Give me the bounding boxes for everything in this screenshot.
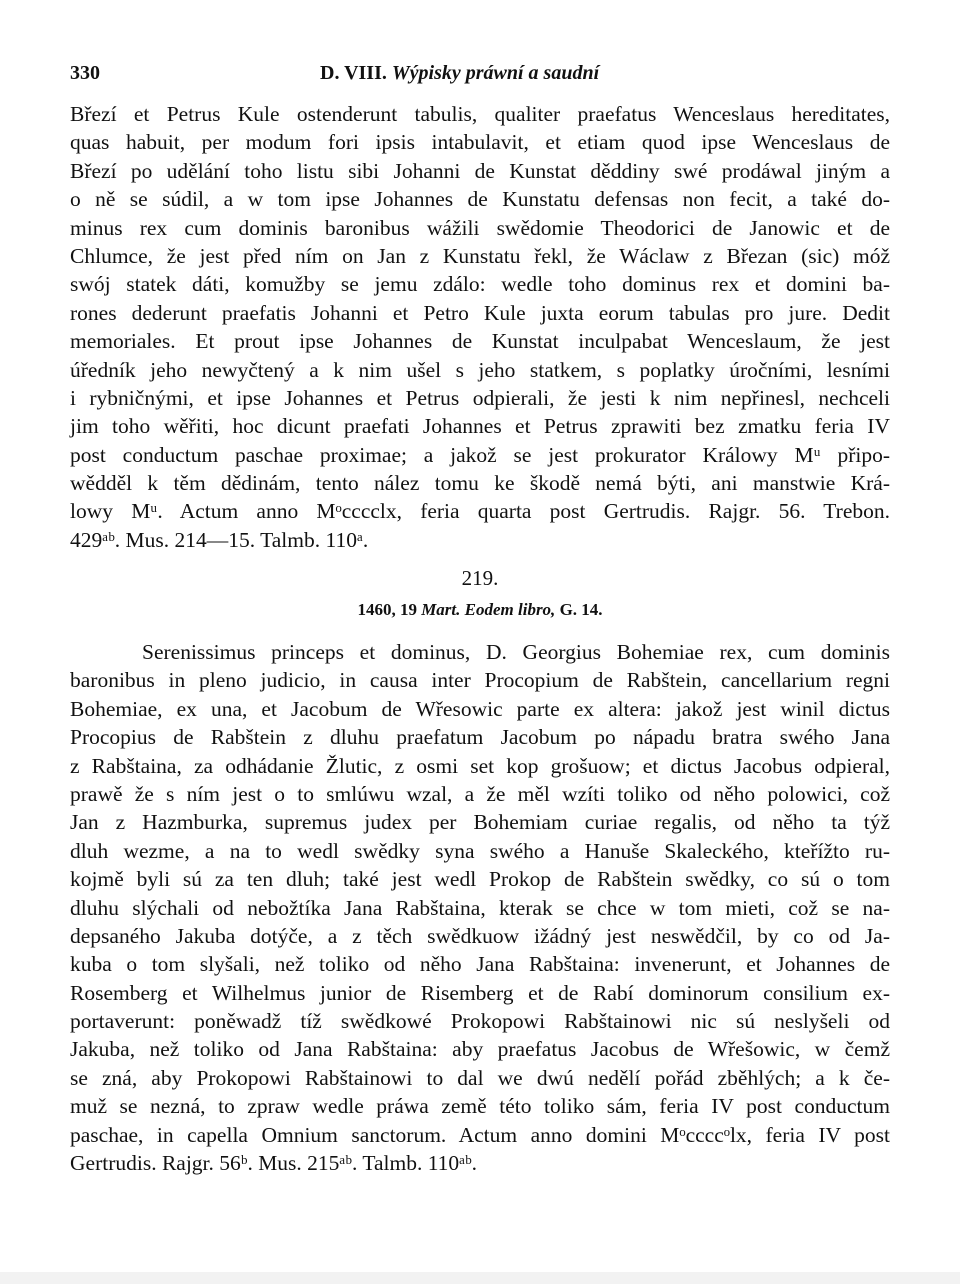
text-line: Jakuba, než toliko od Jana Rabštaina: aby praefatus Jacobus de Wřešowic, w čemž: [70, 1037, 890, 1062]
running-head-title: Wýpisky práwní a saudní: [391, 62, 600, 84]
section-date-suffix: G. 14.: [559, 600, 603, 619]
text-line: 429ᵃᵇ. Mus. 214—15. Talmb. 110ᵃ.: [70, 527, 369, 552]
text-line: Serenissimus princeps et dominus, D. Georgius Bohemiae rex, cum dominis: [142, 640, 890, 664]
text-line: z Rabštaina, za odhádanie Žlutic, z osmi set kop grošuow; et dictus Jacobus odpieral,: [70, 753, 890, 778]
section-date-prefix: 1460, 19: [357, 600, 417, 619]
text-line: minus rex cum dominis baronibus wážili swědomie Theodorici de Janowic et de: [70, 215, 890, 240]
page-number: 330: [70, 62, 100, 84]
text-line: Gertrudis. Rajgr. 56ᵇ. Mus. 215ᵃᵇ. Talmb. 110ᵃᵇ.: [70, 1151, 478, 1176]
paragraph-continuation: [70, 100, 890, 554]
page-header: [70, 62, 890, 92]
text-line: o ně se súdil, a w tom ipse Johannes de Kunstatu defensas non fecit, a také do-: [70, 187, 890, 212]
text-line: jim toho wěřiti, hoc dicunt praefati Johannes et Petrus zprawiti bez zmatku feria IV: [70, 414, 890, 439]
paragraph-219: [70, 638, 890, 1177]
text-line: Bohemiae, ex una, et Jacobum de Wřesowic parte ex altera: jakož jest winil dictus: [70, 696, 890, 721]
text-line: muž se nezná, to zpraw wedle práwa země této toliko sám, feria IV post conductum: [70, 1094, 890, 1119]
text-line: paschae, in capella Omnium sanctorum. Actum anno domini Mᵒccccᵒlx, feria IV post: [70, 1122, 890, 1147]
text-line: kojmě byli sú za ten dluh; také jest wedl Prokop de Rabštein swědky, co sú o tom: [70, 867, 890, 892]
text-line: portaverunt: poněwadž tíž swědkowé Prokopowi Rabštainowi nic sú neslyšeli od: [70, 1009, 890, 1034]
section-date-source: Mart. Eodem libro,: [421, 600, 556, 619]
text-line: post conductum paschae proximae; a jakož se jest prokurator Králowy Mᵘ připo-: [70, 442, 890, 467]
section-date: [0, 600, 960, 620]
text-line: quas habuit, per modum fori ipsis intabulavit, et etiam quod ipse Wenceslaus de: [70, 130, 890, 155]
running-head: [320, 62, 599, 85]
section-number: 219.: [461, 566, 499, 590]
text-line: depsaného Jakuba dotýče, a z těch swědkuow ižádný jest neswědčil, by co od Ja-: [70, 923, 890, 948]
text-line: Chlumce, že jest před ním on Jan z Kunstatu řekl, že Wáclaw z Březan (sic) móž: [70, 243, 890, 268]
text-line: dluh wezme, a na to wedl swědky syna swého a Hanuše Skaleckého, kteřížto ru-: [70, 838, 890, 863]
text-line: úředník jeho newyčtený a k nim ušel s jeho statkem, s poplatky úročními, lesními: [70, 357, 890, 382]
scan-bottom-edge: [0, 1272, 960, 1284]
text-line: Rosemberg et Wilhelmus junior de Risemberg et de Rabí dominorum consilium ex-: [70, 980, 890, 1005]
text-line: dluhu slýchali od nebožtíka Jana Rabštaina, kterak se chce w tom mieti, což se na-: [70, 895, 890, 920]
text-line: prawě že s ním jest o to smlúwu wzal, a že měl wzíti toliko od něho polowici, což: [70, 781, 890, 806]
text-line: baronibus in pleno judicio, in causa inter Procopium de Rabštein, cancellarium regni: [70, 668, 890, 693]
text-line: rones dederunt praefatis Johanni et Petro Kule juxta eorum tabulas pro jure. Dedit: [70, 300, 890, 325]
text-line: Procopius de Rabštein z dluhu praefatum Jacobum po nápadu bratra swého Jana: [70, 725, 890, 750]
text-line: wědděl k těm dědinám, tento nález tomu ke škodě nemá býti, ani manstwie Krá-: [70, 471, 890, 496]
text-line: swój statek dáti, komužby se jemu zdálo: wedle toho dominus rex et domini ba-: [70, 272, 890, 297]
text-line: i rybničnými, et ipse Johannes et Petrus odpierali, že jesti k nim nepřinesl, nechceli: [70, 385, 890, 410]
text-line: Březí po udělání toho listu sibi Johanni de Kunstat děddiny swé prodáwal jiným a: [70, 158, 890, 183]
text-line: Jan z Hazmburka, supremus judex per Bohemiam curiae regalis, od něho ta týž: [70, 810, 890, 835]
text-line: kuba o tom slyšali, než toliko od něho Jana Rabštaina: invenerunt, et Johannes de: [70, 952, 890, 977]
text-line: se zná, aby Prokopowi Rabštainowi to dal we dwú nedělí pořád zběhlých; a k če-: [70, 1065, 890, 1090]
running-head-prefix: D. VIII.: [320, 62, 387, 84]
text-line: Březí et Petrus Kule ostenderunt tabulis, qualiter praefatus Wenceslaus hereditates,: [70, 102, 890, 126]
text-line: lowy Mᵘ. Actum anno Mᵒcccclx, feria quarta post Gertrudis. Rajgr. 56. Trebon.: [70, 499, 890, 524]
text-line: memoriales. Et prout ipse Johannes de Kunstat inculpabat Wenceslaum, že jest: [70, 329, 890, 354]
